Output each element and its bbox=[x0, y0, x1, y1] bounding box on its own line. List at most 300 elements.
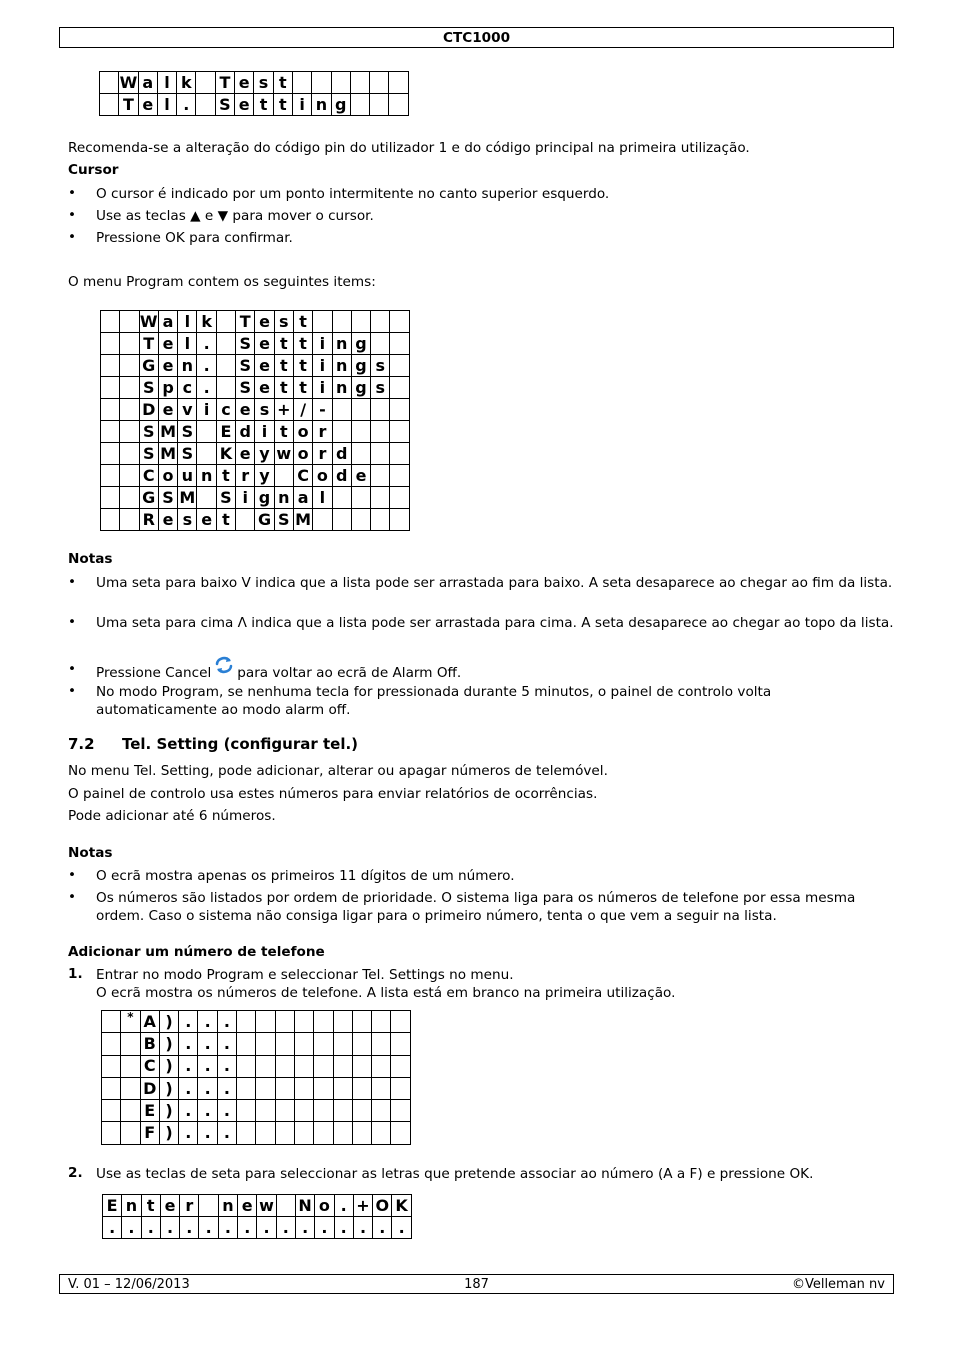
footer-copyright: ©Velleman nv bbox=[791, 1277, 885, 1292]
lcd-cell bbox=[313, 509, 332, 531]
lcd-cell bbox=[370, 94, 389, 116]
lcd-row bbox=[102, 1077, 411, 1099]
lcd-cell bbox=[102, 1122, 121, 1144]
section-paragraph: O painel de controlo usa estes números para enviar relatórios de ocorrências. bbox=[68, 786, 598, 802]
lcd-cell bbox=[256, 1033, 275, 1055]
lcd-cell: T bbox=[119, 94, 138, 116]
lcd-cell: O bbox=[373, 1195, 392, 1217]
lcd-row bbox=[101, 421, 410, 443]
lcd-cell bbox=[294, 1122, 313, 1144]
note-cancel-post: para voltar ao ecrã de Alarm Off. bbox=[237, 665, 462, 681]
lcd-cell: e bbox=[158, 399, 177, 421]
lcd-cell bbox=[391, 1122, 410, 1144]
menu-intro-text: O menu Program contem os seguintes items: bbox=[68, 274, 376, 290]
lcd-cell bbox=[390, 399, 409, 421]
lcd-cell bbox=[101, 421, 120, 443]
lcd-cell bbox=[196, 94, 215, 116]
lcd-cell bbox=[120, 509, 139, 531]
page-header: CTC1000 bbox=[59, 27, 894, 48]
lcd-cell: t bbox=[216, 509, 235, 531]
bullet: • bbox=[68, 867, 77, 883]
lcd-cell: t bbox=[274, 355, 293, 377]
lcd-cell bbox=[314, 1011, 333, 1033]
lcd-cell bbox=[275, 1055, 294, 1077]
lcd-cell bbox=[333, 1033, 352, 1055]
lcd-cell: . bbox=[217, 1122, 236, 1144]
section-title: Tel. Setting (configurar tel.) bbox=[122, 735, 359, 753]
cursor-item: O cursor é indicado por um ponto intermitente no canto superior esquerdo. bbox=[96, 186, 610, 202]
lcd-cell: t bbox=[254, 94, 273, 116]
lcd-cell bbox=[294, 1077, 313, 1099]
lcd-cell bbox=[351, 487, 370, 509]
lcd-cell bbox=[120, 333, 139, 355]
lcd-cell bbox=[237, 1077, 256, 1099]
lcd-cell: ) bbox=[159, 1122, 178, 1144]
lcd-cell: E bbox=[140, 1100, 159, 1122]
lcd-cell: i bbox=[313, 333, 332, 355]
lcd-cell: M bbox=[179, 487, 196, 507]
lcd-cell: M bbox=[160, 443, 176, 463]
lcd-cell bbox=[332, 311, 351, 333]
lcd-cell bbox=[390, 377, 409, 399]
lcd-cell: p bbox=[158, 377, 177, 399]
lcd-cell: e bbox=[138, 94, 157, 116]
lcd-cell bbox=[391, 1055, 410, 1077]
lcd-cell bbox=[371, 421, 390, 443]
lcd-row bbox=[102, 1122, 411, 1144]
lcd-cell: ) bbox=[159, 1100, 178, 1122]
lcd-cell bbox=[351, 421, 370, 443]
lcd-cell: e bbox=[160, 1195, 179, 1217]
bullet: • bbox=[68, 574, 77, 590]
lcd-cell bbox=[351, 311, 370, 333]
lcd-cell bbox=[332, 421, 351, 443]
lcd-cell bbox=[390, 333, 409, 355]
lcd-row bbox=[101, 333, 410, 355]
lcd-cell: . bbox=[295, 1217, 314, 1239]
lcd-cell: . bbox=[198, 1055, 217, 1077]
lcd-cell: c bbox=[178, 377, 197, 399]
lcd-row bbox=[101, 509, 410, 531]
lcd-cell: i bbox=[255, 421, 274, 443]
lcd-cell: e bbox=[236, 399, 255, 421]
lcd-cell: N bbox=[295, 1195, 314, 1217]
lcd-cell: D bbox=[140, 1077, 159, 1099]
lcd-cell bbox=[121, 1033, 140, 1055]
cursor-heading: Cursor bbox=[68, 162, 119, 178]
lcd-cell: . bbox=[392, 1217, 411, 1239]
lcd-cell: t bbox=[293, 311, 312, 333]
lcd-cell bbox=[196, 72, 215, 94]
cursor-item: Use as teclas ▲ e ▼ para mover o cursor. bbox=[96, 208, 374, 224]
lcd-cell bbox=[352, 1011, 371, 1033]
lcd-cell: S bbox=[216, 487, 235, 509]
lcd-cell bbox=[256, 1122, 275, 1144]
note-item: Uma seta para baixo V indica que a lista pode ser arrastada para baixo. A seta desaparece ao chegar ao fim da lista. bbox=[96, 575, 893, 591]
lcd-cell: S bbox=[178, 421, 197, 443]
lcd-cell: a bbox=[138, 72, 157, 94]
lcd-cell: s bbox=[274, 311, 293, 333]
lcd-row bbox=[101, 465, 410, 487]
step-text: Entrar no modo Program e seleccionar Tel. Settings no menu. bbox=[96, 967, 514, 983]
lcd-cell bbox=[275, 1077, 294, 1099]
lcd-display-program-menu bbox=[100, 310, 410, 531]
lcd-cell: n bbox=[332, 355, 351, 377]
lcd-cell: e bbox=[158, 355, 177, 377]
lcd-cell bbox=[333, 1100, 352, 1122]
lcd-cell: C bbox=[293, 465, 312, 487]
lcd-cell bbox=[275, 1122, 294, 1144]
lcd-cell bbox=[312, 72, 331, 94]
lcd-cell bbox=[102, 1077, 121, 1099]
lcd-cell: t bbox=[216, 465, 235, 487]
lcd-cell bbox=[274, 465, 293, 487]
lcd-cell bbox=[314, 1100, 333, 1122]
lcd-row bbox=[101, 399, 410, 421]
lcd-cell: . bbox=[198, 1033, 217, 1055]
lcd-row bbox=[102, 1055, 411, 1077]
lcd-cell: W bbox=[119, 72, 138, 92]
lcd-cell: t bbox=[274, 377, 293, 399]
lcd-cell: D bbox=[139, 399, 158, 421]
lcd-cell: r bbox=[180, 1195, 199, 1217]
lcd-cell bbox=[121, 1100, 140, 1122]
lcd-cell: . bbox=[198, 1122, 217, 1144]
lcd-cell: k bbox=[177, 72, 196, 94]
lcd-cell: T bbox=[236, 311, 255, 333]
recommendation-text: Recomenda-se a alteração do código pin do utilizador 1 e do código principal na primeira utilização. bbox=[68, 140, 750, 156]
lcd-cell: ) bbox=[159, 1077, 178, 1099]
lcd-cell: . bbox=[198, 1011, 217, 1033]
lcd-cell: E bbox=[103, 1195, 122, 1217]
lcd-cell: n bbox=[122, 1195, 141, 1217]
lcd-cell: . bbox=[198, 1100, 217, 1122]
lcd-cell bbox=[294, 1011, 313, 1033]
section-paragraph: No menu Tel. Setting, pode adicionar, alterar ou apagar números de telemóvel. bbox=[68, 763, 608, 779]
lcd-cell: . bbox=[103, 1217, 122, 1239]
lcd-cell: B bbox=[140, 1033, 159, 1055]
note-item: No modo Program, se nenhuma tecla for pressionada durante 5 minutos, o painel de controlo volta automaticamente ao modo alarm off. bbox=[96, 684, 772, 718]
lcd-cell bbox=[216, 311, 235, 333]
lcd-cell bbox=[372, 1100, 391, 1122]
notes-heading: Notas bbox=[68, 845, 113, 861]
lcd-row bbox=[101, 443, 410, 465]
lcd-cell: + bbox=[274, 399, 293, 421]
lcd-cell bbox=[120, 421, 139, 443]
lcd-cell: . bbox=[199, 1217, 218, 1239]
lcd-cell: e bbox=[235, 94, 254, 116]
lcd-cell: a bbox=[158, 311, 177, 333]
lcd-cell bbox=[101, 487, 120, 509]
lcd-cell: . bbox=[198, 1077, 217, 1099]
lcd-cell: r bbox=[313, 421, 332, 443]
lcd-cell bbox=[333, 1011, 352, 1033]
step-number: 1. bbox=[68, 966, 83, 982]
lcd-cell: g bbox=[351, 333, 370, 355]
lcd-cell bbox=[102, 1055, 121, 1077]
lcd-cell: y bbox=[255, 465, 274, 487]
lcd-cell bbox=[371, 443, 390, 465]
lcd-cell: t bbox=[273, 94, 292, 116]
lcd-cell bbox=[350, 72, 369, 94]
lcd-cell bbox=[256, 1055, 275, 1077]
lcd-cell bbox=[121, 1077, 140, 1099]
footer-version: V. 01 – 12/06/2013 bbox=[68, 1277, 190, 1292]
lcd-cell: S bbox=[178, 443, 197, 465]
lcd-cell: g bbox=[351, 355, 370, 377]
lcd-cell bbox=[294, 1100, 313, 1122]
lcd-cell bbox=[101, 311, 120, 333]
lcd-cell: S bbox=[158, 487, 177, 509]
lcd-cell bbox=[331, 72, 350, 94]
lcd-cell: . bbox=[179, 1011, 198, 1033]
lcd-cell bbox=[216, 377, 235, 399]
lcd-cell bbox=[102, 1100, 121, 1122]
lcd-cell: . bbox=[197, 333, 216, 355]
lcd-cell bbox=[332, 487, 351, 509]
lcd-cell: n bbox=[178, 355, 197, 377]
lcd-cell bbox=[390, 465, 409, 487]
lcd-cell: s bbox=[178, 509, 197, 531]
lcd-row bbox=[102, 1033, 411, 1055]
lcd-cell: i bbox=[292, 94, 311, 116]
lcd-cell bbox=[389, 94, 408, 116]
lcd-cell: + bbox=[353, 1195, 372, 1217]
lcd-cell: . bbox=[179, 1122, 198, 1144]
footer-page-number: 187 bbox=[464, 1277, 489, 1292]
lcd-cell bbox=[352, 1055, 371, 1077]
lcd-cell bbox=[120, 487, 139, 509]
lcd-cell: e bbox=[235, 72, 254, 94]
note-item: Uma seta para cima Λ indica que a lista pode ser arrastada para cima. A seta desaparece ao chegar ao topo da lista. bbox=[96, 615, 894, 631]
cursor-item: Pressione OK para confirmar. bbox=[96, 230, 293, 246]
lcd-cell: e bbox=[236, 443, 255, 465]
lcd-cell bbox=[390, 443, 409, 465]
lcd-cell: r bbox=[313, 443, 332, 465]
lcd-cell bbox=[333, 1122, 352, 1144]
lcd-cell bbox=[314, 1055, 333, 1077]
lcd-cell: v bbox=[178, 399, 197, 421]
lcd-cell bbox=[372, 1055, 391, 1077]
lcd-cell: . bbox=[276, 1217, 295, 1239]
lcd-cell bbox=[256, 1011, 275, 1033]
lcd-cell bbox=[372, 1011, 391, 1033]
lcd-cell: . bbox=[179, 1077, 198, 1099]
lcd-cell: . bbox=[179, 1100, 198, 1122]
lcd-cell bbox=[101, 465, 120, 487]
lcd-cell: t bbox=[274, 333, 293, 355]
lcd-cell: l bbox=[157, 72, 176, 94]
lcd-cell bbox=[351, 443, 370, 465]
lcd-cell: . bbox=[122, 1217, 141, 1239]
lcd-cell: . bbox=[217, 1055, 236, 1077]
bullet: • bbox=[68, 661, 77, 677]
lcd-cell: . bbox=[218, 1217, 237, 1239]
lcd-cell: n bbox=[218, 1195, 237, 1217]
lcd-cell: . bbox=[217, 1011, 236, 1033]
lcd-cell: * bbox=[121, 1011, 140, 1033]
lcd-cell: . bbox=[177, 94, 196, 116]
lcd-cell: e bbox=[255, 377, 274, 399]
lcd-cell: e bbox=[197, 509, 216, 531]
lcd-cell: . bbox=[334, 1195, 353, 1217]
lcd-cell: ) bbox=[159, 1011, 178, 1033]
lcd-cell bbox=[390, 421, 409, 443]
bullet: • bbox=[68, 614, 77, 630]
lcd-cell: o bbox=[313, 465, 332, 487]
lcd-cell bbox=[237, 1011, 256, 1033]
lcd-cell: i bbox=[197, 399, 216, 421]
lcd-cell: o bbox=[158, 465, 177, 487]
lcd-cell bbox=[237, 1033, 256, 1055]
lcd-cell bbox=[333, 1055, 352, 1077]
lcd-cell: g bbox=[255, 487, 274, 509]
lcd-cell: t bbox=[293, 355, 312, 377]
lcd-cell bbox=[332, 399, 351, 421]
section-paragraph: Pode adicionar até 6 números. bbox=[68, 808, 276, 824]
lcd-cell: M bbox=[295, 509, 312, 529]
lcd-cell: n bbox=[274, 487, 293, 509]
lcd-cell bbox=[199, 1195, 218, 1217]
lcd-cell: . bbox=[217, 1100, 236, 1122]
lcd-cell: s bbox=[371, 377, 390, 399]
lcd-cell bbox=[101, 377, 120, 399]
lcd-cell: n bbox=[197, 465, 216, 487]
lcd-cell bbox=[352, 1033, 371, 1055]
bullet: • bbox=[68, 185, 77, 201]
step-text: Use as teclas de seta para seleccionar as letras que pretende associar ao número (A a F) e pressione OK. bbox=[96, 1166, 814, 1182]
lcd-cell bbox=[371, 487, 390, 509]
lcd-cell bbox=[256, 1077, 275, 1099]
lcd-cell: K bbox=[216, 443, 235, 465]
lcd-cell bbox=[371, 333, 390, 355]
lcd-cell bbox=[389, 72, 408, 94]
lcd-cell: k bbox=[197, 311, 216, 333]
lcd-display-phone-list bbox=[101, 1010, 411, 1145]
lcd-cell: o bbox=[315, 1195, 334, 1217]
lcd-cell bbox=[275, 1033, 294, 1055]
lcd-cell: t bbox=[273, 72, 292, 94]
lcd-cell bbox=[294, 1055, 313, 1077]
lcd-cell: e bbox=[238, 1195, 257, 1217]
lcd-cell: s bbox=[371, 355, 390, 377]
lcd-cell: s bbox=[255, 399, 274, 421]
lcd-cell bbox=[351, 399, 370, 421]
lcd-cell bbox=[197, 421, 216, 443]
lcd-row bbox=[102, 1100, 411, 1122]
lcd-cell: C bbox=[139, 465, 158, 487]
lcd-cell: d bbox=[236, 421, 255, 443]
lcd-cell: i bbox=[313, 355, 332, 377]
lcd-row bbox=[101, 311, 410, 333]
lcd-cell: . bbox=[217, 1077, 236, 1099]
lcd-cell bbox=[120, 311, 139, 333]
lcd-cell: t bbox=[293, 377, 312, 399]
lcd-cell bbox=[101, 399, 120, 421]
lcd-cell bbox=[237, 1122, 256, 1144]
lcd-cell bbox=[101, 355, 120, 377]
lcd-cell: s bbox=[254, 72, 273, 94]
lcd-cell: . bbox=[197, 355, 216, 377]
lcd-cell bbox=[371, 311, 390, 333]
lcd-cell: o bbox=[293, 443, 312, 465]
note-item-cancel bbox=[96, 656, 896, 679]
lcd-cell bbox=[391, 1077, 410, 1099]
lcd-cell: / bbox=[293, 399, 312, 421]
lcd-cell: S bbox=[236, 377, 255, 399]
lcd-cell bbox=[391, 1033, 410, 1055]
lcd-cell: e bbox=[255, 311, 274, 333]
lcd-cell bbox=[121, 1055, 140, 1077]
lcd-cell bbox=[237, 1055, 256, 1077]
lcd-cell: n bbox=[312, 94, 331, 116]
bullet: • bbox=[68, 207, 77, 223]
lcd-cell: g bbox=[351, 377, 370, 399]
lcd-cell: . bbox=[141, 1217, 160, 1239]
lcd-cell: n bbox=[332, 377, 351, 399]
lcd-cell: ) bbox=[159, 1055, 178, 1077]
lcd-cell: G bbox=[255, 509, 274, 531]
lcd-cell bbox=[120, 443, 139, 465]
lcd-row bbox=[101, 355, 410, 377]
lcd-cell bbox=[391, 1011, 410, 1033]
lcd-cell: C bbox=[140, 1055, 159, 1077]
lcd-cell: . bbox=[179, 1055, 198, 1077]
lcd-cell bbox=[352, 1122, 371, 1144]
lcd-cell: e bbox=[255, 355, 274, 377]
lcd-cell bbox=[314, 1122, 333, 1144]
step-text: O ecrã mostra os números de telefone. A lista está em branco na primeira utilização. bbox=[96, 985, 676, 1001]
lcd-cell: e bbox=[158, 333, 177, 355]
lcd-cell: l bbox=[313, 487, 332, 509]
lcd-cell: S bbox=[215, 94, 234, 116]
lcd-cell: . bbox=[257, 1217, 276, 1239]
lcd-cell bbox=[120, 377, 139, 399]
lcd-row bbox=[103, 1195, 412, 1217]
lcd-cell bbox=[352, 1077, 371, 1099]
lcd-cell bbox=[372, 1077, 391, 1099]
lcd-cell: t bbox=[293, 333, 312, 355]
lcd-cell: S bbox=[139, 377, 158, 399]
lcd-cell bbox=[121, 1122, 140, 1144]
lcd-cell: . bbox=[217, 1033, 236, 1055]
lcd-cell bbox=[102, 1033, 121, 1055]
lcd-cell bbox=[102, 1011, 121, 1033]
lcd-cell bbox=[352, 1100, 371, 1122]
lcd-cell: i bbox=[313, 377, 332, 399]
lcd-cell: S bbox=[274, 509, 293, 531]
lcd-cell bbox=[314, 1077, 333, 1099]
lcd-cell bbox=[292, 72, 311, 94]
lcd-cell bbox=[100, 94, 119, 116]
lcd-cell bbox=[101, 333, 120, 355]
section-heading bbox=[68, 735, 358, 753]
lcd-row bbox=[101, 377, 410, 399]
lcd-cell: K bbox=[392, 1195, 411, 1217]
notes-heading: Notas bbox=[68, 551, 113, 567]
lcd-row bbox=[102, 1011, 411, 1033]
lcd-cell: T bbox=[215, 72, 234, 94]
lcd-cell: . bbox=[179, 1033, 198, 1055]
lcd-cell bbox=[333, 1077, 352, 1099]
lcd-cell: T bbox=[139, 333, 158, 355]
lcd-cell bbox=[256, 1100, 275, 1122]
lcd-cell bbox=[294, 1033, 313, 1055]
lcd-row bbox=[103, 1217, 412, 1239]
bullet: • bbox=[68, 683, 77, 699]
lcd-cell: . bbox=[238, 1217, 257, 1239]
lcd-cell bbox=[197, 487, 216, 509]
